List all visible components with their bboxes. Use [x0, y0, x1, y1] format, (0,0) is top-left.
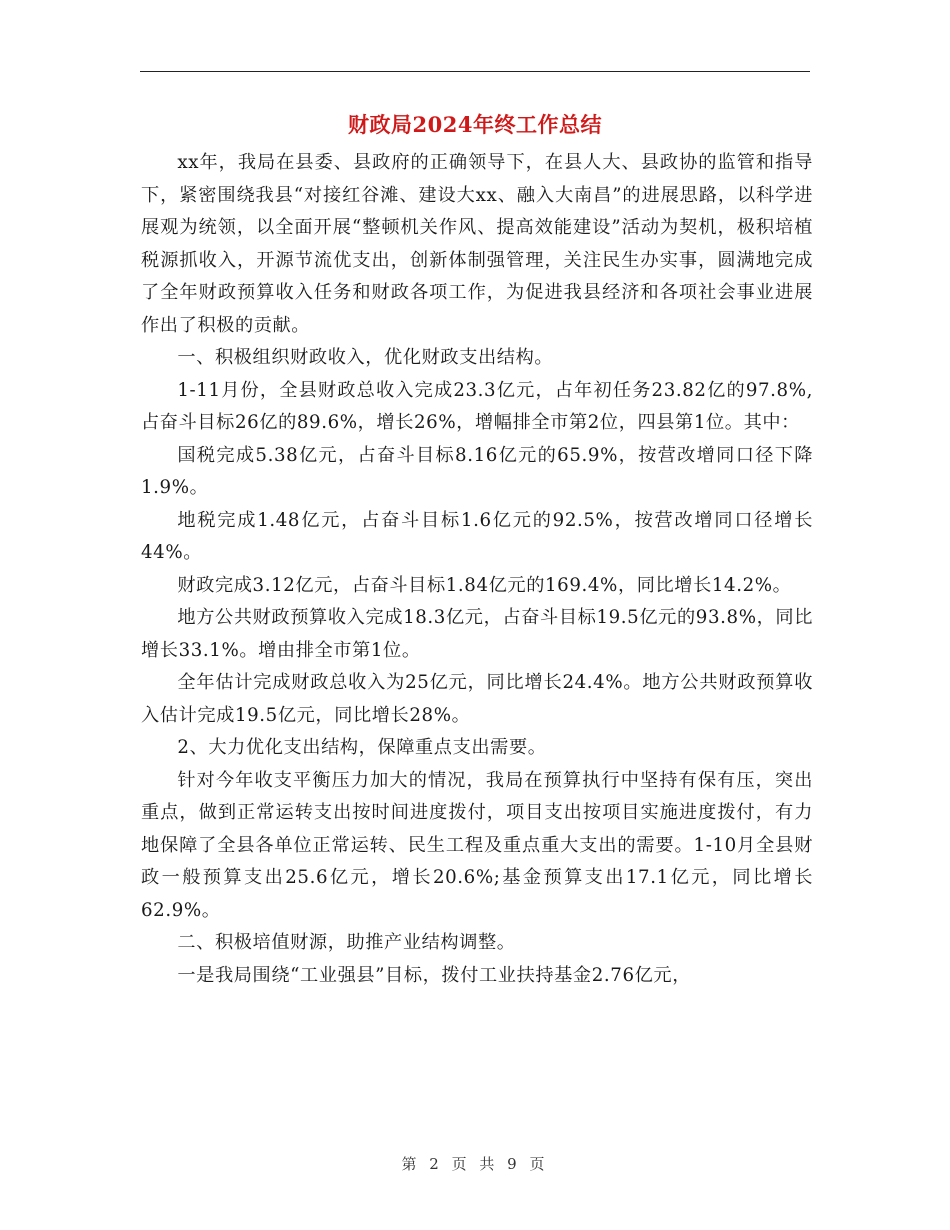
paragraph-intro: xx年，我局在县委、县政府的正确领导下，在县人大、县政协的监管和指导下，紧密围绕我县“对接红谷滩、建设大xx、融入大南昌”的进展思路，以科学进展观为统领，以全面开展“整顿机关作风、提高效能建设”活动为契机，极积培植税源抓收入，开源节流优支出，创新体制强管理，关注民生办实事，圆满地完成了全年财政预算收入任务和财政各项工作，为促进我县经济和各项社会事业进展作出了积极的贡献。 [141, 152, 813, 336]
subsection-heading-2: 2、大力优化支出结构，保障重点支出需要。 [177, 737, 547, 758]
paragraph-national-tax: 国税完成5.38亿元，占奋斗目标8.16亿元的65.9%，按营改增同口径下降1.9%。 [141, 444, 813, 498]
paragraph-local-budget: 地方公共财政预算收入完成18.3亿元，占奋斗目标19.5亿元的93.8%，同比增长33.1%。增由排全市第1位。 [141, 607, 813, 661]
document-title: 财政局2024年终工作总结 [348, 112, 602, 137]
section-heading-1: 一、积极组织财政收入，优化财政支出结构。 [177, 347, 554, 368]
paragraph-local-tax: 地税完成1.48亿元，占奋斗目标1.6亿元的92.5%，按营改增同口径增长44%。 [141, 509, 813, 563]
page-footer: 第 2 页 共 9 页 [401, 1155, 549, 1173]
paragraph-finance: 财政完成3.12亿元，占奋斗目标1.84亿元的169.4%，同比增长14.2%。 [177, 574, 792, 596]
paragraph-expenditure: 针对今年收支平衡压力加大的情况，我局在预算执行中坚持有保有压，突出重点，做到正常运转支出按时间进度拨付，项目支出按项目实施进度拨付，有力地保障了全县各单位正常运转、民生工程及重点重大支出的需要。1-10月全县财政一般预算支出25.6亿元，增长20.6%;基金预算支出17.1亿元，同比增长62.9%。 [141, 769, 813, 921]
paragraph-industry: 一是我局围绕“工业强县”目标，拨付工业扶持基金2.76亿元， [177, 964, 691, 986]
document-body [141, 147, 813, 992]
header-rule [140, 71, 810, 72]
paragraph-annual-estimate: 全年估计完成财政总收入为25亿元，同比增长24.4%。地方公共财政预算收入估计完成19.5亿元，同比增长28%。 [141, 672, 813, 726]
section-heading-2: 二、积极培值财源，助推产业结构调整。 [177, 932, 516, 953]
paragraph-revenue-summary: 1-11月份，全县财政总收入完成23.3亿元，占年初任务23.82亿的97.8%,占奋斗目标26亿的89.6%，增长26%，增幅排全市第2位，四县第1位。其中： [141, 379, 813, 433]
